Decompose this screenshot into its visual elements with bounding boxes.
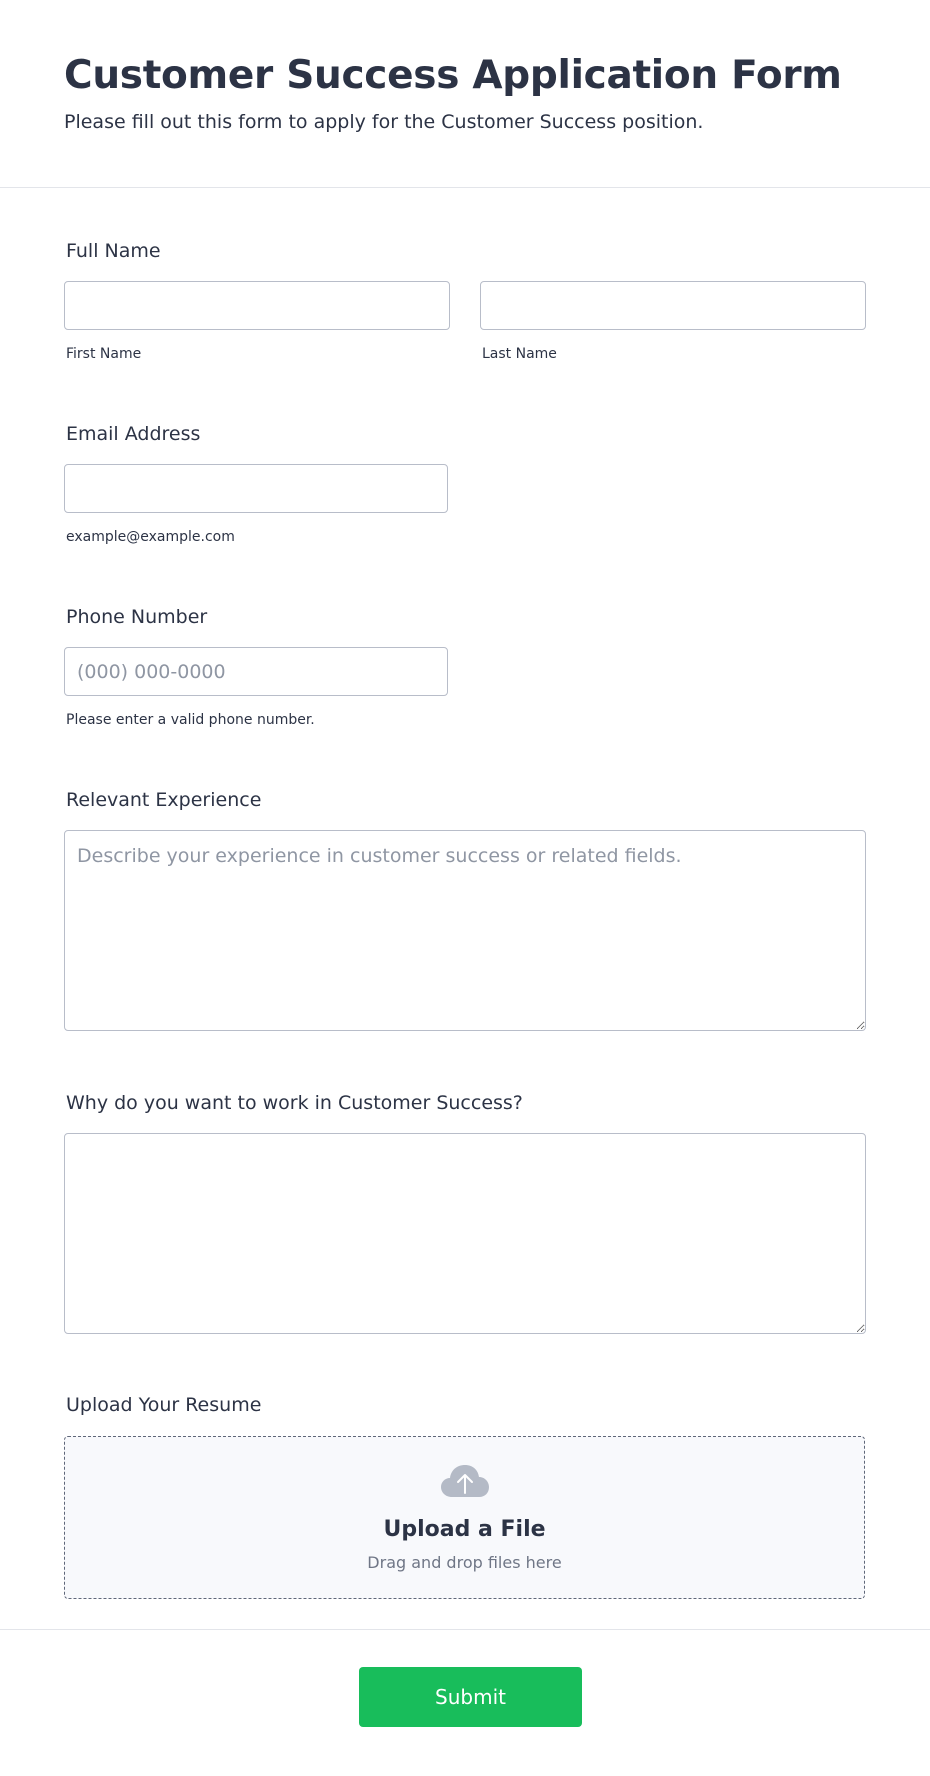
form-title: Customer Success Application Form — [64, 53, 842, 98]
motivation-textarea[interactable] — [64, 1133, 866, 1334]
full-name-label: Full Name — [66, 240, 161, 262]
phone-input[interactable] — [64, 647, 448, 696]
file-upload-dropzone[interactable] — [64, 1436, 865, 1599]
phone-sublabel: Please enter a valid phone number. — [66, 712, 315, 728]
last-name-input[interactable] — [480, 281, 866, 330]
upload-hint: Drag and drop files here — [367, 1553, 562, 1572]
resume-label: Upload Your Resume — [66, 1394, 262, 1416]
experience-label: Relevant Experience — [66, 789, 262, 811]
email-input[interactable] — [64, 464, 448, 513]
cloud-upload-icon — [440, 1463, 490, 1499]
form-subtitle: Please fill out this form to apply for the Customer Success position. — [64, 111, 704, 133]
footer-divider — [0, 1629, 930, 1630]
last-name-sublabel: Last Name — [482, 346, 557, 362]
upload-title: Upload a File — [383, 1517, 546, 1542]
email-label: Email Address — [66, 423, 201, 445]
first-name-sublabel: First Name — [66, 346, 142, 362]
email-sublabel: example@example.com — [66, 529, 235, 545]
submit-button[interactable]: Submit — [359, 1667, 582, 1727]
first-name-input[interactable] — [64, 281, 450, 330]
motivation-label: Why do you want to work in Customer Success? — [66, 1092, 523, 1114]
form-header — [0, 0, 930, 188]
experience-textarea[interactable] — [64, 830, 866, 1031]
phone-label: Phone Number — [66, 606, 208, 628]
